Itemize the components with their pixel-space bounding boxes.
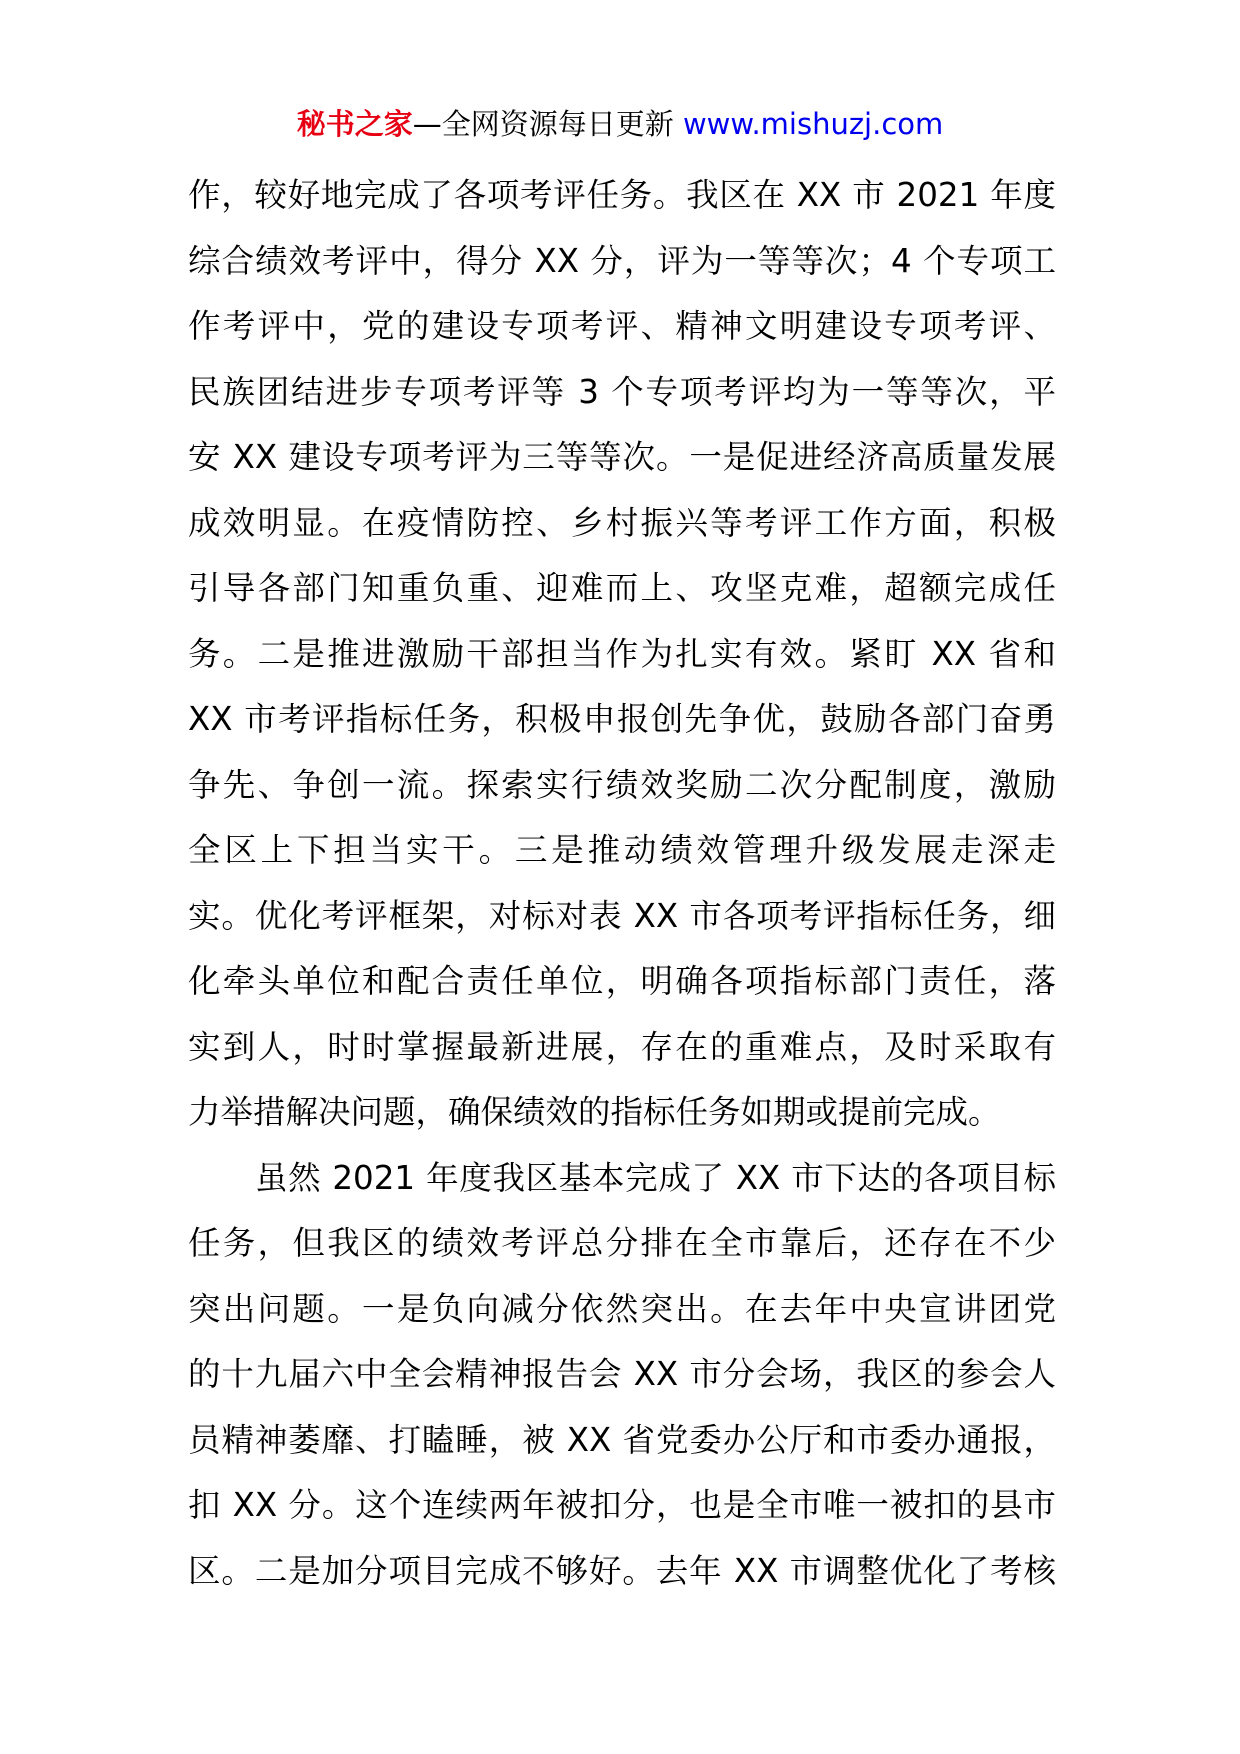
text-line: 虽然 2021 年度我区基本完成了 XX 市下达的各项目标: [255, 1158, 1056, 1197]
text-line: 力举措解决问题，确保绩效的指标任务如期或提前完成。: [188, 1093, 1001, 1131]
text-line: 务。二是推进激励干部担当作为扎实有效。紧盯 XX 省和: [188, 634, 1056, 673]
text-line: 实。优化考评框架，对标对表 XX 市各项考评指标任务，细: [188, 896, 1056, 935]
paragraph-1: [188, 163, 1056, 1146]
text-line: 争先、争创一流。探索实行绩效奖励二次分配制度，激励: [188, 765, 1056, 804]
text-line: 安 XX 建设专项考评为三等等次。一是促进经济高质量发展: [188, 438, 1056, 476]
text-line: 区。二是加分项目完成不够好。去年 XX 市调整优化了考核: [188, 1551, 1056, 1590]
text-line: 作，较好地完成了各项考评任务。我区在 XX 市 2021 年度: [188, 176, 1056, 214]
text-line: 突出问题。一是负向减分依然突出。在去年中央宣讲团党: [188, 1289, 1056, 1328]
brand-name: 秘书之家: [296, 107, 413, 141]
header-tagline: —全网资源每日更新: [412, 107, 683, 141]
text-line: 引导各部门知重负重、迎难而上、攻坚克难，超额完成任: [188, 569, 1056, 607]
text-line: 作考评中，党的建设专项考评、精神文明建设专项考评、: [188, 307, 1056, 345]
site-url-link[interactable]: www.mishuzj.com: [682, 107, 944, 141]
text-line: 民族团结进步专项考评等 3 个专项考评均为一等等次，平: [188, 372, 1056, 411]
text-line: XX 市考评指标任务，积极申报创先争优，鼓励各部门奋勇: [188, 700, 1056, 738]
text-line: 任务，但我区的绩效考评总分排在全市靠后，还存在不少: [188, 1224, 1056, 1262]
text-line: 成效明显。在疫情防控、乡村振兴等考评工作方面，积极: [188, 503, 1056, 542]
text-line: 的十九届六中全会精神报告会 XX 市分会场，我区的参会人: [188, 1355, 1056, 1393]
text-line: 化牵头单位和配合责任单位，明确各项指标部门责任，落: [188, 962, 1056, 1000]
paragraph-2: [188, 1146, 1056, 1605]
document-body: [188, 163, 1056, 1604]
text-line: 综合绩效考评中，得分 XX 分，评为一等等次；4 个专项工: [188, 241, 1056, 280]
text-line: 实到人，时时掌握最新进展，存在的重难点，及时采取有: [188, 1027, 1056, 1066]
page-header: [0, 104, 1240, 144]
text-line: 扣 XX 分。这个连续两年被扣分，也是全市唯一被扣的县市: [188, 1486, 1056, 1524]
text-line: 员精神萎靡、打瞌睡，被 XX 省党委办公厅和市委办通报，: [188, 1420, 1056, 1459]
text-line: 全区上下担当实干。三是推动绩效管理升级发展走深走: [188, 831, 1056, 869]
